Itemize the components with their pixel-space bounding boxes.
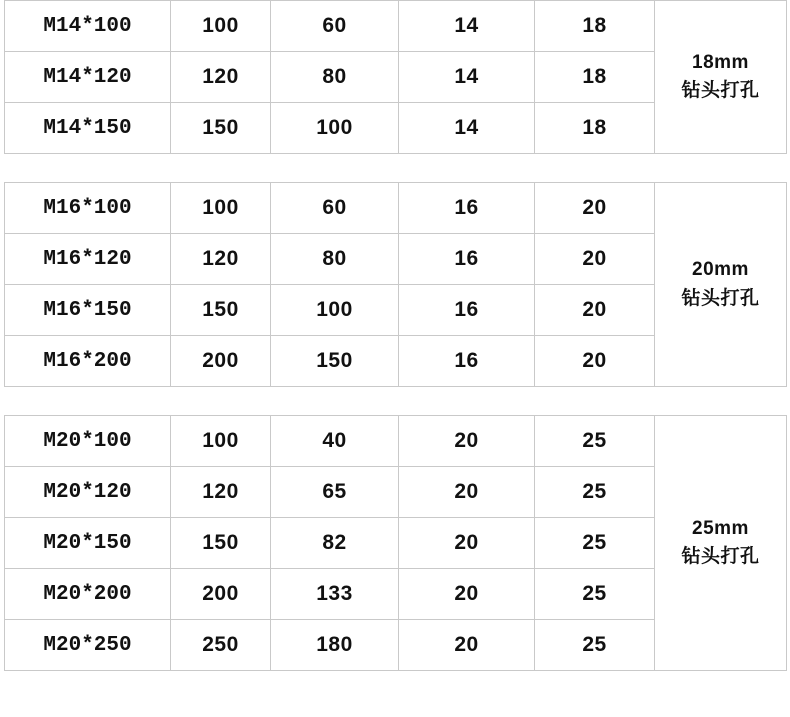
cell-diameter: 16	[399, 234, 535, 285]
cell-code: M14*150	[5, 103, 171, 154]
cell-head: 25	[535, 518, 655, 569]
table-row	[5, 183, 787, 234]
cell-length: 150	[171, 285, 271, 336]
cell-thread: 80	[271, 234, 399, 285]
cell-code: M20*200	[5, 569, 171, 620]
drill-note-text: 钻头打孔	[681, 287, 760, 309]
cell-code: M20*250	[5, 620, 171, 671]
cell-thread: 100	[271, 285, 399, 336]
cell-length: 120	[171, 52, 271, 103]
cell-thread: 40	[271, 416, 399, 467]
cell-diameter: 16	[399, 183, 535, 234]
cell-thread: 180	[271, 620, 399, 671]
cell-length: 100	[171, 416, 271, 467]
cell-diameter: 20	[399, 467, 535, 518]
cell-drill-note	[655, 416, 787, 671]
cell-length: 200	[171, 569, 271, 620]
cell-head: 20	[535, 285, 655, 336]
table-row	[5, 416, 787, 467]
cell-code: M16*100	[5, 183, 171, 234]
cell-code: M14*120	[5, 52, 171, 103]
spec-table-m14	[4, 0, 787, 154]
cell-head: 25	[535, 467, 655, 518]
cell-diameter: 20	[399, 518, 535, 569]
spec-block-m14	[0, 0, 790, 154]
cell-head: 18	[535, 52, 655, 103]
cell-head: 20	[535, 234, 655, 285]
spec-block-m16	[0, 182, 790, 387]
cell-thread: 65	[271, 467, 399, 518]
table-row	[5, 1, 787, 52]
cell-code: M20*100	[5, 416, 171, 467]
cell-drill-note	[655, 183, 787, 387]
cell-length: 120	[171, 467, 271, 518]
cell-length: 120	[171, 234, 271, 285]
cell-code: M16*150	[5, 285, 171, 336]
cell-length: 100	[171, 183, 271, 234]
cell-head: 18	[535, 103, 655, 154]
cell-length: 250	[171, 620, 271, 671]
cell-diameter: 16	[399, 285, 535, 336]
cell-length: 150	[171, 518, 271, 569]
cell-thread: 60	[271, 183, 399, 234]
cell-head: 25	[535, 416, 655, 467]
spec-block-m20	[0, 415, 790, 671]
cell-thread: 60	[271, 1, 399, 52]
cell-diameter: 20	[399, 416, 535, 467]
cell-diameter: 16	[399, 336, 535, 387]
block-separator	[0, 154, 790, 182]
cell-length: 150	[171, 103, 271, 154]
cell-drill-note	[655, 1, 787, 154]
cell-head: 18	[535, 1, 655, 52]
cell-length: 100	[171, 1, 271, 52]
drill-note-size: 25mm	[692, 517, 749, 539]
cell-code: M14*100	[5, 1, 171, 52]
drill-note-text: 钻头打孔	[681, 80, 760, 101]
drill-note-size: 18mm	[692, 51, 749, 73]
spec-table-m16	[4, 182, 787, 387]
cell-length: 200	[171, 336, 271, 387]
spec-table-m20	[4, 415, 787, 671]
cell-head: 20	[535, 183, 655, 234]
cell-diameter: 14	[399, 52, 535, 103]
cell-thread: 100	[271, 103, 399, 154]
drill-note-size: 20mm	[692, 259, 749, 280]
cell-code: M16*200	[5, 336, 171, 387]
block-separator	[0, 387, 790, 415]
cell-diameter: 14	[399, 1, 535, 52]
drill-note-text: 钻头打孔	[681, 546, 760, 567]
cell-code: M20*150	[5, 518, 171, 569]
cell-code: M16*120	[5, 234, 171, 285]
cell-thread: 150	[271, 336, 399, 387]
cell-head: 20	[535, 336, 655, 387]
cell-head: 25	[535, 620, 655, 671]
cell-thread: 82	[271, 518, 399, 569]
cell-thread: 133	[271, 569, 399, 620]
cell-thread: 80	[271, 52, 399, 103]
cell-code: M20*120	[5, 467, 171, 518]
cell-diameter: 20	[399, 569, 535, 620]
cell-diameter: 20	[399, 620, 535, 671]
cell-head: 25	[535, 569, 655, 620]
cell-diameter: 14	[399, 103, 535, 154]
